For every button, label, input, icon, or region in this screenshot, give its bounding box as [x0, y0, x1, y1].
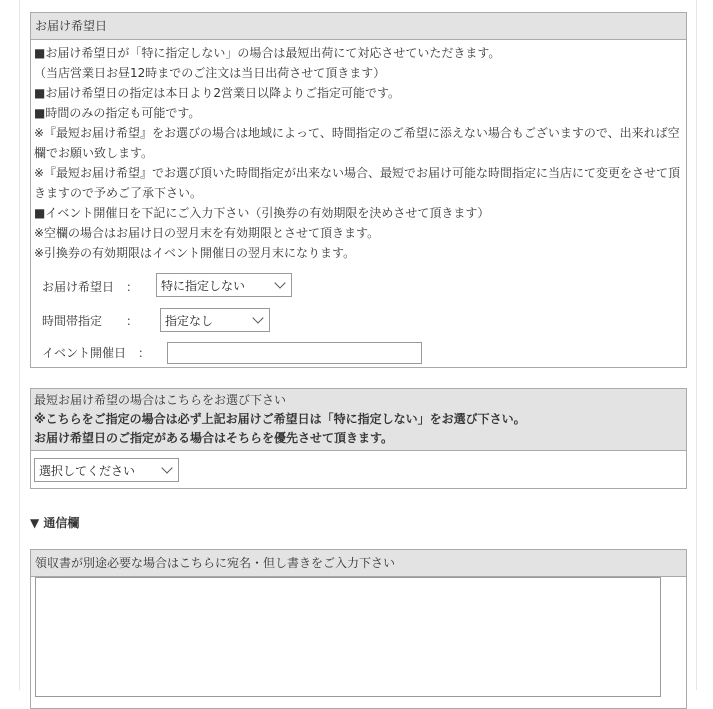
- note-line: ※引換券の有効期限はイベント開催日の翌月末になります。: [34, 246, 356, 260]
- shortest-delivery-title: 最短お届け希望の場合はこちらをお選び下さい: [34, 393, 287, 407]
- chevron-down-icon: [161, 462, 172, 473]
- note-line: ※空欄の場合はお届け日の翌月末を有効期限とさせて頂きます。: [34, 226, 380, 240]
- receipt-box: [30, 549, 687, 709]
- time-slot-value: 指定なし: [165, 313, 214, 328]
- shortest-delivery-note-2: お届け希望日のご指定がある場合はそちらを優先させて頂きます。: [34, 431, 394, 445]
- note-line: ■イベント開催日を下記にご入力下さい（引換券の有効期限を決めさせて頂きます）: [34, 206, 490, 220]
- shortest-delivery-value: 選択してください: [39, 463, 136, 478]
- time-slot-select[interactable]: [160, 308, 270, 332]
- shortest-delivery-select[interactable]: [34, 458, 179, 482]
- chevron-down-icon: [252, 312, 263, 323]
- event-date-input[interactable]: [167, 342, 422, 364]
- communication-section-title: ▼ 通信欄: [30, 516, 80, 530]
- event-date-label: イベント開催日 ：: [42, 346, 151, 360]
- time-slot-label: 時間帯指定 ：: [42, 314, 139, 328]
- delivery-date-box: [30, 12, 687, 368]
- note-line: ■お届け希望日の指定は本日より2営業日以降よりご指定可能です。: [34, 86, 401, 100]
- receipt-textarea[interactable]: [35, 577, 661, 697]
- chevron-down-icon: [274, 277, 285, 288]
- note-line: ※『最短お届け希望』でお選び頂いた時間指定が出来ない場合、最短でお届け可能な時間指定に当店にて変更をさせて頂きますので予めご了承下さい。: [34, 166, 681, 200]
- shortest-delivery-note-1: ※こちらをご指定の場合は必ず上記お届けご希望日は「特に指定しない」をお選び下さい。: [34, 412, 526, 426]
- receipt-header: 領収書が別途必要な場合はこちらに宛名・但し書きをご入力下さい: [31, 550, 686, 577]
- delivery-date-value: 特に指定しない: [161, 278, 246, 293]
- delivery-notes: [31, 40, 686, 263]
- note-line: （当店営業日お昼12時までのご注文は当日出荷させて頂きます）: [34, 66, 386, 80]
- delivery-date-header: お届け希望日: [31, 13, 686, 40]
- delivery-date-select[interactable]: [156, 273, 292, 297]
- note-line: ■お届け希望日が「特に指定しない」の場合は最短出荷にて対応させていただきます。: [34, 46, 501, 60]
- shortest-delivery-header: [31, 389, 686, 451]
- note-line: ■時間のみの指定も可能です。: [34, 106, 201, 120]
- delivery-date-label: お届け希望日 ：: [42, 280, 139, 294]
- shortest-delivery-box: [30, 388, 687, 489]
- note-line: ※『最短お届け希望』をお選びの場合は地域によって、時間指定のご希望に添えない場合もございますので、出来れば空欄でお願い致します。: [34, 126, 680, 160]
